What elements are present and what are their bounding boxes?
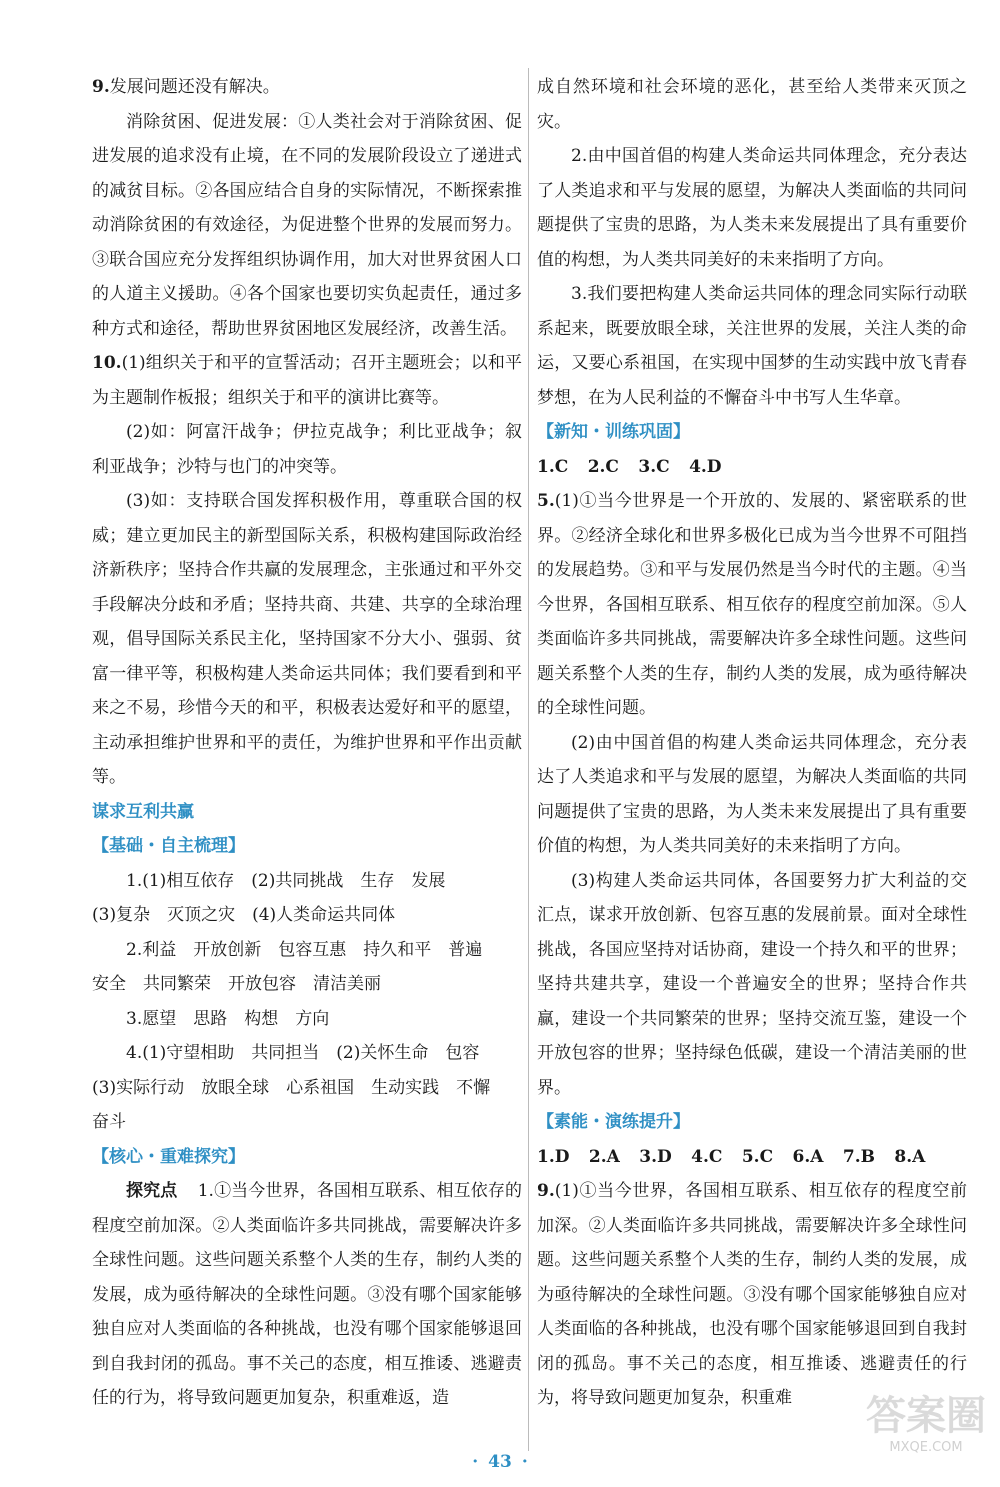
q5-part2: (2)由中国首倡的构建人类命运共同体理念，充分表达了人类追求和平与发展的愿望，为解决人类面临的共同问题提供了宝贵的思路，为人类未来发展提出了具有重要价值的构想，为人类共同美好的未来指明了方向。: [537, 732, 967, 856]
core-label: 探究点: [126, 1181, 178, 1201]
basic-4b: (3)实际行动 放眼全球 心系祖国 生动实践 不懈: [92, 1077, 491, 1098]
right-p2: 2.由中国首倡的构建人类命运共同体理念，充分表达了人类追求和平与发展的愿望，为解决人类面临的共同问题提供了宝贵的思路，为人类未来发展提出了具有重要价值的构想，为人类共同美好的未来指明了方向。: [537, 146, 967, 270]
q5-part1-text: (1)①当今世界是一个开放的、发展的、紧密联系的世界。②经济全球化和世界多极化已成为当今世界不可阻挡的发展趋势。③和平与发展仍然是当今时代的主题。④当今世界，各国相互联系、相互依存的程度空前加深。⑤人类面临许多共同挑战，需要解决许多全球性问题。这些问题关系整个人类的生存，制约人类的发展，成为亟待解决的全球性问题。: [537, 491, 967, 718]
right-q9-text: (1)①当今世界，各国相互联系、相互依存的程度空前加深。②人类面临许多共同挑战，需要解决许多全球性问题。这些问题关系整个人类的生存，制约人类的发展，成为亟待解决的全球性问题。③没有哪个国家能够独自应对人类面临的各种挑战，也没有哪个国家能够退回到自我封闭的孤岛。事不关己的态度，相互推诿、逃避责任的行为，将导致问题更加复杂，积重难: [537, 1181, 967, 1408]
q9-heading: [92, 70, 522, 105]
heading-basic: 【基础・自主梳理】: [92, 836, 245, 856]
left-column: [92, 70, 522, 1416]
watermark-url: MXQE.COM: [889, 1440, 963, 1455]
q9-heading-text: 发展问题还没有解决。: [109, 77, 280, 97]
right-q9-number: 9.: [537, 1181, 555, 1201]
answer-item: 2.C: [587, 456, 619, 477]
basic-1a: 1.(1)相互依存 (2)共同挑战 生存 发展: [126, 870, 446, 891]
page-number: [0, 1452, 1000, 1472]
q5-number: 5.: [537, 491, 555, 511]
q10-part1: [92, 346, 522, 415]
skill-answers-row: [537, 1140, 967, 1175]
basic-3: 3.愿望 思路 构想 方向: [126, 1008, 330, 1029]
right-q9: [537, 1174, 967, 1416]
basic-4a: 4.(1)守望相助 共同担当 (2)关怀生命 包容: [126, 1043, 480, 1063]
answer-item: 3.D: [639, 1146, 672, 1167]
watermark-logo: [866, 1392, 986, 1482]
heading-skill: 【素能・演练提升】: [537, 1112, 690, 1132]
q9-number: 9.: [92, 77, 110, 97]
basic-4c: 奋斗: [92, 1112, 126, 1132]
heading-new: 【新知・训练巩固】: [537, 422, 690, 442]
continued-text: 成自然环境和社会环境的恶化，甚至给人类带来灭顶之灾。: [537, 77, 967, 132]
q10-part1-text: (1)组织关于和平的宣誓活动；召开主题班会；以和平为主题制作板报；组织关于和平的演讲比赛等。: [92, 353, 522, 408]
answer-item: 1.D: [537, 1146, 570, 1167]
answer-item: 1.C: [537, 456, 569, 477]
answer-item: 2.A: [588, 1146, 620, 1167]
answer-item: 8.A: [894, 1146, 926, 1167]
q10-part3: (3)如：支持联合国发挥积极作用，尊重联合国的权威；建立更加民主的新型国际关系，积极构建国际政治经济新秩序；坚持合作共赢的发展理念，主张通过和平外交手段解决分歧和矛盾；坚持共商、共建、共享的全球治理观，倡导国际关系民主化，坚持国家不分大小、强弱、贫富一律平等，积极构建人类命运共同体；我们要看到和平来之不易，珍惜今天的和平，积极表达爱好和平的愿望，主动承担维护世界和平的责任，为维护世界和平作出贡献等。: [92, 491, 522, 787]
right-column: [537, 70, 967, 1416]
answer-item: 7.B: [842, 1146, 875, 1167]
q5-part3: (3)构建人类命运共同体，各国要努力扩大利益的交汇点，谋求开放创新、包容互惠的发展前景。面对全球性挑战，各国应坚持对话协商，建设一个持久和平的世界；坚持共建共享，建设一个普遍安全的世界；坚持合作共赢，建设一个共同繁荣的世界；坚持交流互鉴，建设一个开放包容的世界；坚持绿色低碳，建设一个清洁美丽的世界。: [537, 870, 967, 1098]
right-p3: 3.我们要把构建人类命运共同体的理念同实际行动联系起来，既要放眼全球，关注世界的发展，关注人类的命运，又要心系祖国，在实现中国梦的生动实践中放飞青春梦想，在为人民利益的不懈奋斗中书写人生华章。: [537, 284, 967, 408]
page-dot-left: ·: [472, 1452, 479, 1472]
answer-item: 3.C: [638, 456, 670, 477]
basic-1b: (3)复杂 灭顶之灾 (4)人类命运共同体: [92, 905, 396, 925]
page-dot-right: ·: [521, 1452, 528, 1472]
section-title: 谋求互利共赢: [92, 801, 194, 822]
q10-number: 10.: [92, 353, 122, 373]
q10-part2: (2)如：阿富汗战争；伊拉克战争；利比亚战争；叙利亚战争；沙特与也门的冲突等。: [92, 422, 522, 477]
answer-item: 6.A: [792, 1146, 824, 1167]
answer-item: 5.C: [741, 1146, 774, 1167]
basic-2b: 安全 共同繁荣 开放包容 清洁美丽: [92, 974, 381, 994]
core-body: 1.①当今世界，各国相互联系、相互依存的程度空前加深。②人类面临许多共同挑战，需要解决许多全球性问题。这些问题关系整个人类的生存，制约人类的发展，成为亟待解决的全球性问题。③没有哪个国家能够独自应对人类面临的各种挑战，也没有哪个国家能够退回到自我封闭的孤岛。事不关己的态度，相互推诿、逃避责任的行为，将导致问题更加复杂，积重难返，造: [92, 1181, 522, 1408]
answer-item: 4.D: [689, 456, 722, 477]
heading-core: 【核心・重难探究】: [92, 1146, 245, 1167]
q9-answer: 消除贫困、促进发展：①人类社会对于消除贫困、促进发展的追求没有止境，在不同的发展阶段设立了递进式的减贫目标。②各国应结合自身的实际情况，不断探索推动消除贫困的有效途径，为促进整个世界的发展而努力。③联合国应充分发挥组织协调作用，加大对世界贫困人口的人道主义援助。④各个国家也要切实负起责任，通过多种方式和途径，帮助世界贫困地区发展经济，改善生活。: [92, 111, 522, 339]
watermark-text: 答案圈: [866, 1393, 986, 1439]
q5-part1: [537, 484, 967, 726]
answer-item: 4.C: [691, 1146, 723, 1167]
page-number-value: 43: [488, 1452, 512, 1472]
new-answers-row: [537, 450, 967, 485]
basic-2a: 2.利益 开放创新 包容互惠 持久和平 普遍: [126, 939, 483, 960]
column-divider: [528, 68, 529, 1451]
core-explore: [92, 1174, 522, 1416]
